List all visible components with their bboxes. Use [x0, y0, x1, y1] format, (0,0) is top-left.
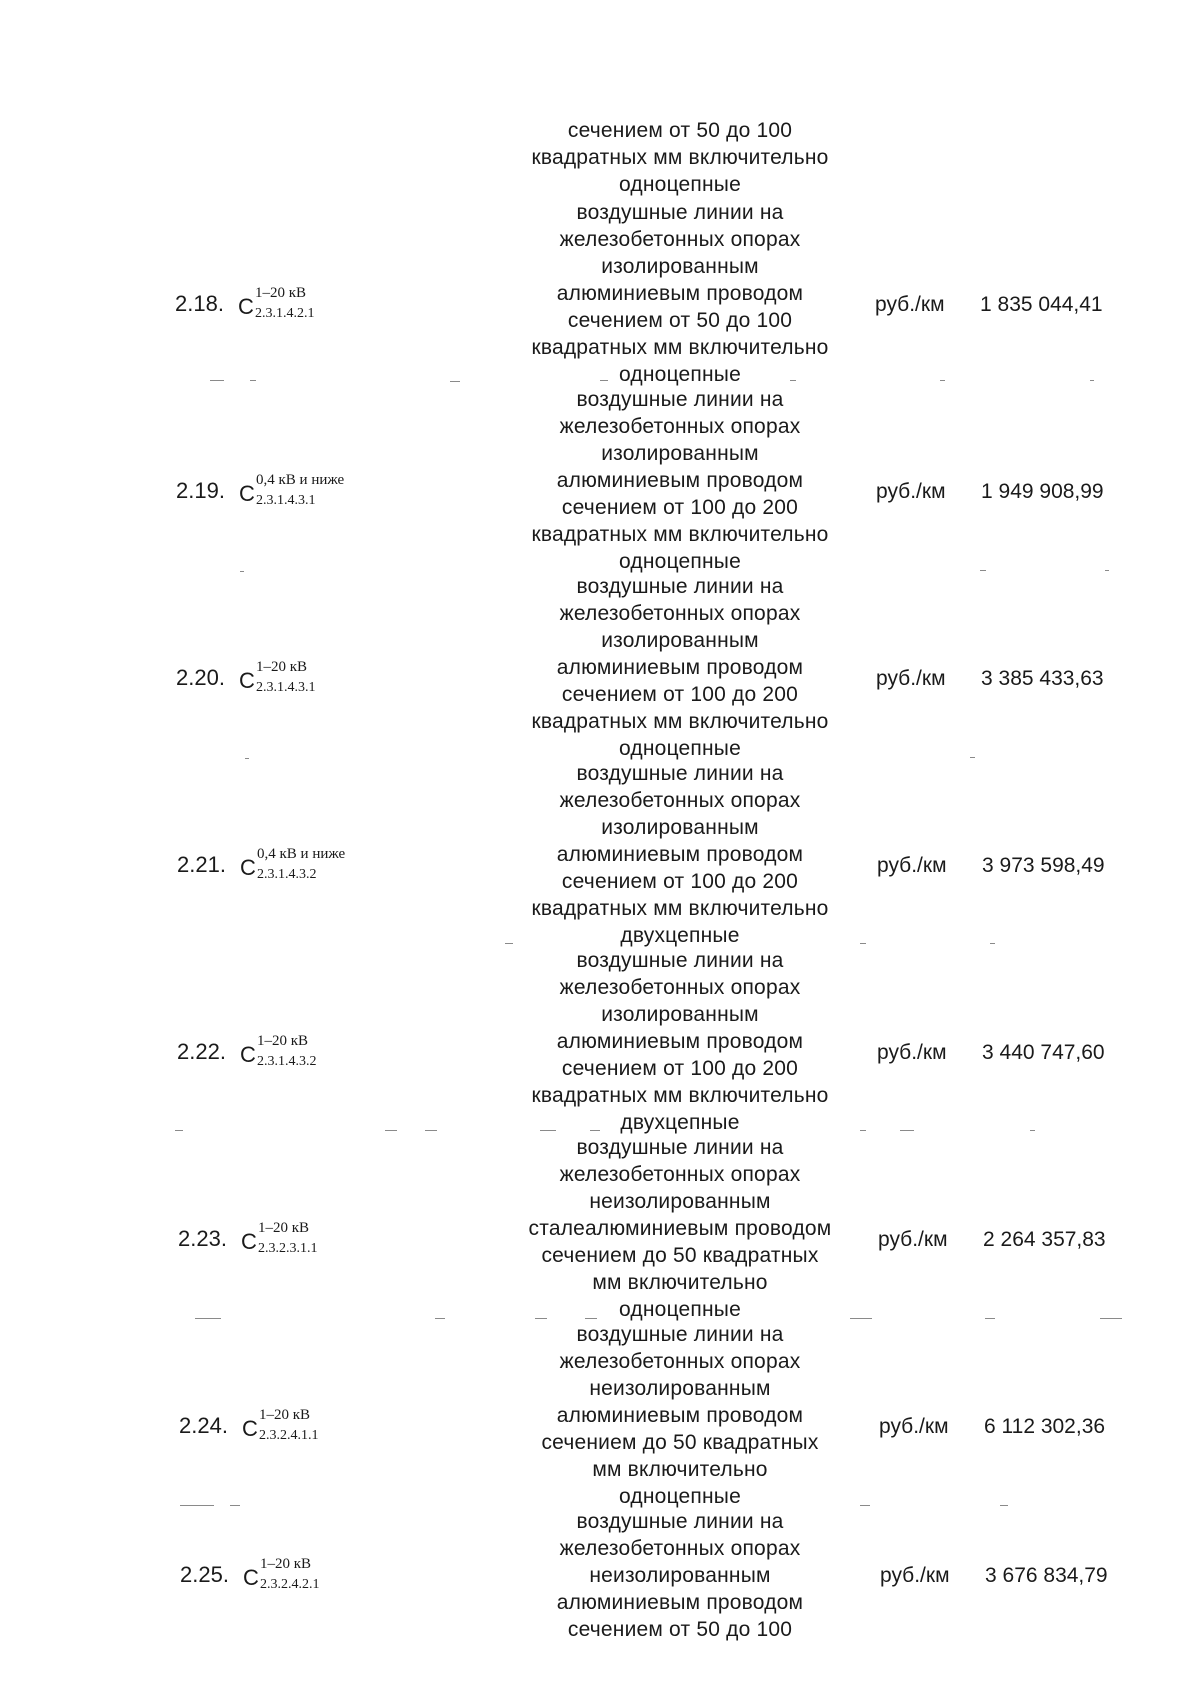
row-description-line: алюминиевым проводом [556, 469, 804, 492]
row-description-line: воздушные линии на [576, 1136, 784, 1159]
tariff-code-voltage: 1–20 кВ [258, 1220, 310, 1236]
unit: руб./км [875, 293, 945, 316]
unit: руб./км [877, 1041, 947, 1064]
row-number: 2.21. [177, 852, 226, 877]
row-description-line: сечением от 100 до 200 [561, 870, 799, 893]
scan-speck [1030, 1130, 1035, 1131]
row-description-line: квадратных мм включительно [531, 897, 829, 920]
row-description-line: сечением до 50 квадратных [541, 1431, 819, 1454]
scan-speck [940, 380, 945, 381]
tariff-code-letter: C [241, 1229, 257, 1254]
row-description-line: квадратных мм включительно [531, 1084, 829, 1107]
unit: руб./км [876, 667, 946, 690]
scan-speck [1105, 570, 1109, 571]
row-description-line: воздушные линии на [576, 1510, 784, 1533]
price: 3 973 598,49 [982, 854, 1105, 877]
row-description-line: железобетонных опорах [559, 789, 801, 812]
row-description-line: железобетонных опорах [559, 228, 801, 251]
scan-speck [540, 1130, 556, 1131]
row-description-line: двухцепные [620, 924, 740, 947]
row-description-line: железобетонных опорах [559, 1350, 801, 1373]
row-description-line: неизолированным [589, 1377, 771, 1400]
row-description-line: неизолированным [589, 1190, 771, 1213]
price: 3 440 747,60 [982, 1041, 1105, 1064]
intro-description-line: одноцепные [619, 173, 741, 196]
tariff-code-voltage: 1–20 кВ [259, 1407, 311, 1423]
scan-speck [435, 1318, 445, 1319]
row-description-line: изолированным [601, 629, 759, 652]
unit: руб./км [880, 1564, 950, 1587]
tariff-code-letter: C [238, 294, 254, 319]
tariff-code-letter: C [239, 481, 255, 506]
row-number: 2.20. [176, 665, 225, 690]
scan-speck [240, 571, 244, 572]
scan-speck [425, 1130, 437, 1131]
row-description-line: одноцепные [619, 363, 741, 386]
tariff-code-letter: C [240, 855, 256, 880]
scan-speck [385, 1130, 397, 1131]
tariff-code-letter: C [240, 1042, 256, 1067]
scan-speck [985, 1318, 995, 1319]
tariff-code-voltage: 0,4 кВ и ниже [257, 846, 346, 862]
tariff-code-voltage: 1–20 кВ [260, 1556, 312, 1572]
scan-speck [790, 380, 796, 381]
row-description-line: воздушные линии на [576, 762, 784, 785]
row-description-line: алюминиевым проводом [556, 1030, 804, 1053]
row-description-line: сечением до 50 квадратных [541, 1244, 819, 1267]
row-description-line: квадратных мм включительно [531, 710, 829, 733]
row-description-line: одноцепные [619, 1298, 741, 1321]
unit: руб./км [878, 1228, 948, 1251]
row-description-line: сечением от 100 до 200 [561, 1057, 799, 1080]
row-number: 2.23. [178, 1226, 227, 1251]
scan-speck [860, 1130, 866, 1131]
row-number: 2.22. [177, 1039, 226, 1064]
scan-speck [980, 570, 986, 571]
row-description-line: мм включительно [592, 1458, 768, 1481]
row-description-line: алюминиевым проводом [556, 1591, 804, 1614]
row-description-line: алюминиевым проводом [556, 843, 804, 866]
scan-speck [180, 1505, 214, 1506]
row-description-line: железобетонных опорах [559, 1163, 801, 1186]
row-description-line: изолированным [601, 442, 759, 465]
row-description-line: железобетонных опорах [559, 602, 801, 625]
row-description-line: мм включительно [592, 1271, 768, 1294]
scan-speck [1090, 380, 1094, 381]
scan-speck [590, 1130, 600, 1131]
scan-speck [900, 1130, 914, 1131]
tariff-code-index: 2.3.1.4.3.2 [257, 1054, 317, 1069]
tariff-code-index: 2.3.1.4.2.1 [255, 306, 315, 321]
row-description-line: двухцепные [620, 1111, 740, 1134]
tariff-code-voltage: 1–20 кВ [256, 659, 308, 675]
price: 1 949 908,99 [981, 480, 1104, 503]
price: 1 835 044,41 [980, 293, 1103, 316]
scan-speck [860, 1505, 870, 1506]
unit: руб./км [877, 854, 947, 877]
row-description-line: железобетонных опорах [559, 1537, 801, 1560]
row-description-line: сталеалюминиевым проводом [528, 1217, 832, 1240]
tariff-code-voltage: 1–20 кВ [257, 1033, 309, 1049]
tariff-code-index: 2.3.1.4.3.1 [256, 493, 316, 508]
intro-description-line: квадратных мм включительно [531, 146, 829, 169]
row-description-line: воздушные линии на [576, 388, 784, 411]
scan-speck [230, 1505, 240, 1506]
scan-speck [850, 1318, 872, 1319]
row-description-line: воздушные линии на [576, 1323, 784, 1346]
intro-description-line: сечением от 50 до 100 [567, 119, 793, 142]
scan-speck [245, 758, 249, 759]
scan-speck [585, 1318, 597, 1319]
row-description-line: одноцепные [619, 737, 741, 760]
tariff-code-letter: C [239, 668, 255, 693]
unit: руб./км [879, 1415, 949, 1438]
row-description-line: воздушные линии на [576, 575, 784, 598]
scan-speck [990, 943, 995, 944]
scan-speck [970, 757, 975, 758]
row-description-line: неизолированным [589, 1564, 771, 1587]
tariff-code-index: 2.3.1.4.3.2 [257, 867, 317, 882]
row-description-line: сечением от 100 до 200 [561, 683, 799, 706]
scan-speck [210, 380, 224, 381]
row-number: 2.19. [176, 478, 225, 503]
tariff-code-voltage: 0,4 кВ и ниже [256, 472, 345, 488]
row-description-line: изолированным [601, 255, 759, 278]
scan-speck [175, 1130, 183, 1131]
row-description-line: сечением от 50 до 100 [567, 309, 793, 332]
row-number: 2.18. [175, 291, 224, 316]
row-description-line: изолированным [601, 816, 759, 839]
tariff-code-index: 2.3.2.4.2.1 [260, 1577, 320, 1592]
tariff-code-letter: C [243, 1565, 259, 1590]
scan-speck [505, 943, 513, 944]
row-description-line: алюминиевым проводом [556, 656, 804, 679]
row-description-line: сечением от 100 до 200 [561, 496, 799, 519]
row-description-line: изолированным [601, 1003, 759, 1026]
price: 3 385 433,63 [981, 667, 1104, 690]
row-description-line: железобетонных опорах [559, 415, 801, 438]
scan-speck [1100, 1318, 1122, 1319]
row-description-line: железобетонных опорах [559, 976, 801, 999]
tariff-code-index: 2.3.2.3.1.1 [258, 1241, 318, 1256]
tariff-code-index: 2.3.1.4.3.1 [256, 680, 316, 695]
row-description-line: воздушные линии на [576, 201, 784, 224]
row-description-line: алюминиевым проводом [556, 282, 804, 305]
row-number: 2.24. [179, 1413, 228, 1438]
row-description-line: сечением от 50 до 100 [567, 1618, 793, 1641]
scan-speck [195, 1318, 221, 1319]
price: 3 676 834,79 [985, 1564, 1108, 1587]
row-description-line: алюминиевым проводом [556, 1404, 804, 1427]
tariff-code-voltage: 1–20 кВ [255, 285, 307, 301]
row-number: 2.25. [180, 1562, 229, 1587]
scan-speck [450, 381, 460, 382]
price: 6 112 302,36 [984, 1415, 1106, 1438]
row-description-line: одноцепные [619, 550, 741, 573]
scan-speck [250, 380, 256, 381]
scan-speck [860, 943, 866, 944]
row-description-line: квадратных мм включительно [531, 523, 829, 546]
row-description-line: квадратных мм включительно [531, 336, 829, 359]
price: 2 264 357,83 [983, 1228, 1106, 1251]
row-description-line: одноцепные [619, 1485, 741, 1508]
scan-speck [535, 1318, 547, 1319]
scan-speck [1000, 1505, 1008, 1506]
unit: руб./км [876, 480, 946, 503]
scan-speck [600, 380, 608, 381]
row-description-line: воздушные линии на [576, 949, 784, 972]
tariff-code-index: 2.3.2.4.1.1 [259, 1428, 319, 1443]
tariff-code-letter: C [242, 1416, 258, 1441]
